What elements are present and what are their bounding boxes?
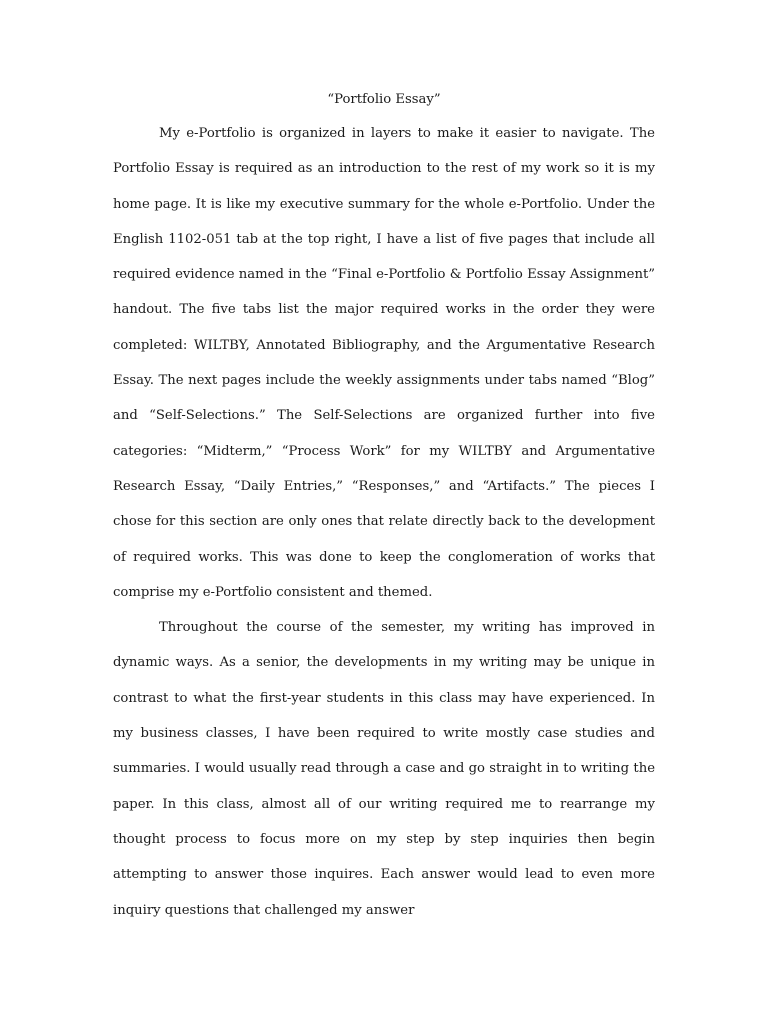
document-body xyxy=(113,86,655,928)
paragraph-2: Throughout the course of the semester, my writing has improved in dynamic ways. As a senior, the developments in my writing may be unique in contrast to what the first-year students in this class may have experienced. In my business classes, I have been required to write mostly case studies and summaries. I would usually read through a case and go straight in to writing the paper. In this class, almost all of our writing required me to rearrange my thought process to focus more on my step by step inquiries then begin attempting to answer those inquires. Each answer would lead to even more inquiry questions that challenged my answer xyxy=(113,620,655,918)
paragraph-1: My e-Portfolio is organized in layers to make it easier to navigate. The Portfolio Essay is required as an introduction to the rest of my work so it is my home page. It is like my executive summary for the whole e-Portfolio. Under the English 1102-051 tab at the top right, I have a list of five pages that include all required evidence named in the “Final e-Portfolio & Portfolio Essay Assignment” handout. The five tabs list the major required works in the order they were completed: WILTBY, Annotated Bibliography, and the Argumentative Research Essay. The next pages include the weekly assignments under tabs named “Blog” and “Self-Selections.” The Self-Selections are organized further into five categories: “Midterm,” “Process Work” for my WILTBY and Argumentative Research Essay, “Daily Entries,” “Responses,” and “Artifacts.” The pieces I chose for this section are only ones that relate directly back to the development of required works. This was done to keep the conglomeration of works that comprise my e-Portfolio consistent and themed. xyxy=(113,126,655,600)
document-title: “Portfolio Essay” xyxy=(327,92,441,107)
